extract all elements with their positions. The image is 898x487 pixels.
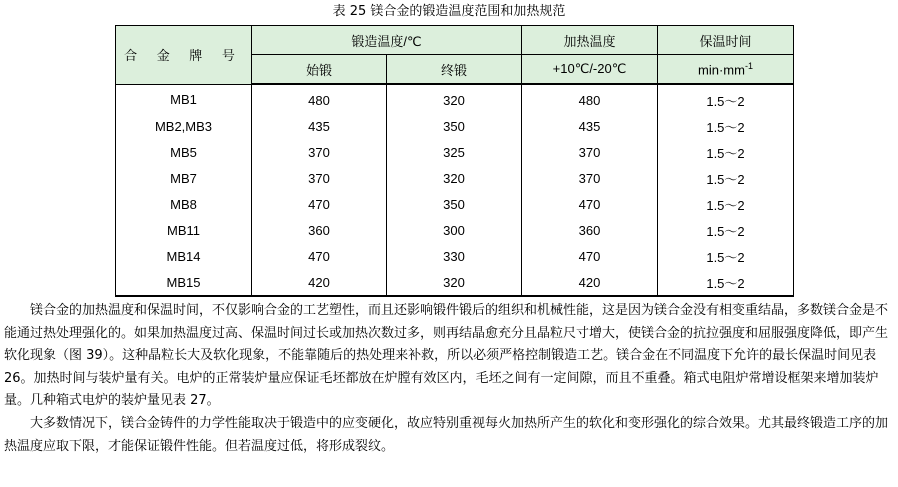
forging-table [115, 25, 794, 297]
cell-alloy: MB8 [116, 191, 252, 217]
cell-heat: 370 [522, 165, 658, 191]
cell-heat: 470 [522, 243, 658, 269]
table-row [116, 113, 794, 139]
cell-end: 325 [387, 139, 522, 165]
header-end-forging: 终锻 [387, 55, 522, 85]
cell-end: 320 [387, 165, 522, 191]
cell-alloy: MB7 [116, 165, 252, 191]
table-row [116, 165, 794, 191]
cell-hold: 1.5～2 [658, 165, 794, 191]
cell-end: 350 [387, 191, 522, 217]
cell-end: 320 [387, 269, 522, 296]
cell-start: 435 [252, 113, 387, 139]
table-row [116, 217, 794, 243]
cell-heat: 420 [522, 269, 658, 296]
table-row [116, 84, 794, 113]
cell-heat: 435 [522, 113, 658, 139]
cell-hold: 1.5～2 [658, 191, 794, 217]
cell-heat: 360 [522, 217, 658, 243]
paragraph-2: 大多数情况下，镁合金铸件的力学性能取决于锻造中的应变硬化，故应特别重视每火加热所产生的软化和变形强化的综合效果。尤其最终锻造工序的加热温度应取下限，才能保证锻件性能。但若温度过低，将形成裂纹。 [4, 415, 889, 454]
header-holding-unit [658, 55, 794, 85]
table-row [116, 243, 794, 269]
cell-heat: 370 [522, 139, 658, 165]
cell-start: 480 [252, 84, 387, 113]
cell-hold: 1.5～2 [658, 269, 794, 296]
cell-start: 370 [252, 139, 387, 165]
table-row [116, 139, 794, 165]
cell-alloy: MB11 [116, 217, 252, 243]
body-text [4, 300, 896, 458]
cell-hold: 1.5～2 [658, 217, 794, 243]
header-start-forging: 始锻 [252, 55, 387, 85]
cell-alloy: MB2,MB3 [116, 113, 252, 139]
header-forging-temp: 锻造温度/℃ [252, 26, 522, 55]
holding-unit-exponent: -1 [744, 60, 753, 71]
cell-start: 470 [252, 243, 387, 269]
cell-end: 320 [387, 84, 522, 113]
cell-start: 420 [252, 269, 387, 296]
header-heating-range: +10℃/-20℃ [522, 55, 658, 85]
cell-hold: 1.5～2 [658, 113, 794, 139]
cell-start: 470 [252, 191, 387, 217]
header-holding-time: 保温时间 [658, 26, 794, 55]
cell-alloy: MB14 [116, 243, 252, 269]
cell-hold: 1.5～2 [658, 84, 794, 113]
holding-unit-text: min·mm [698, 62, 745, 78]
cell-end: 330 [387, 243, 522, 269]
cell-end: 350 [387, 113, 522, 139]
header-alloy: 合 金 牌 号 [116, 26, 252, 85]
cell-start: 360 [252, 217, 387, 243]
table-body [116, 84, 794, 296]
table-caption: 表 25 镁合金的锻造温度范围和加热规范 [332, 4, 566, 19]
cell-hold: 1.5～2 [658, 139, 794, 165]
cell-heat: 470 [522, 191, 658, 217]
cell-heat: 480 [522, 84, 658, 113]
cell-alloy: MB1 [116, 84, 252, 113]
cell-alloy: MB15 [116, 269, 252, 296]
paragraph-1: 镁合金的加热温度和保温时间，不仅影响合金的工艺塑性，而且还影响锻件锻后的组织和机械性能，这是因为镁合金没有相变重结晶，多数镁合金是不能通过热处理强化的。如果加热温度过高、保温时间过长或加热次数过多，则再结晶愈充分且晶粒尺寸增大，使镁合金的抗拉强度和屈服强度降低，即产生软化现象（图 39）。这种晶粒长大及软化现象，不能靠随后的热处理来补救，所以必须严格控制锻造工艺。镁合金在不同温度下允许的最长保温时间见表 26。加热时间与装炉量有关。电炉的正常装炉量应保证毛坯都放在炉膛有效区内，毛坯之间有一定间隙，而且不重叠。箱式电阻炉常增设框架来增加装炉量。几种箱式电炉的装炉量见表 27。 [4, 303, 889, 409]
cell-start: 370 [252, 165, 387, 191]
header-heating-temp: 加热温度 [522, 26, 658, 55]
table-row [116, 269, 794, 296]
cell-end: 300 [387, 217, 522, 243]
table-row [116, 191, 794, 217]
cell-alloy: MB5 [116, 139, 252, 165]
cell-hold: 1.5～2 [658, 243, 794, 269]
